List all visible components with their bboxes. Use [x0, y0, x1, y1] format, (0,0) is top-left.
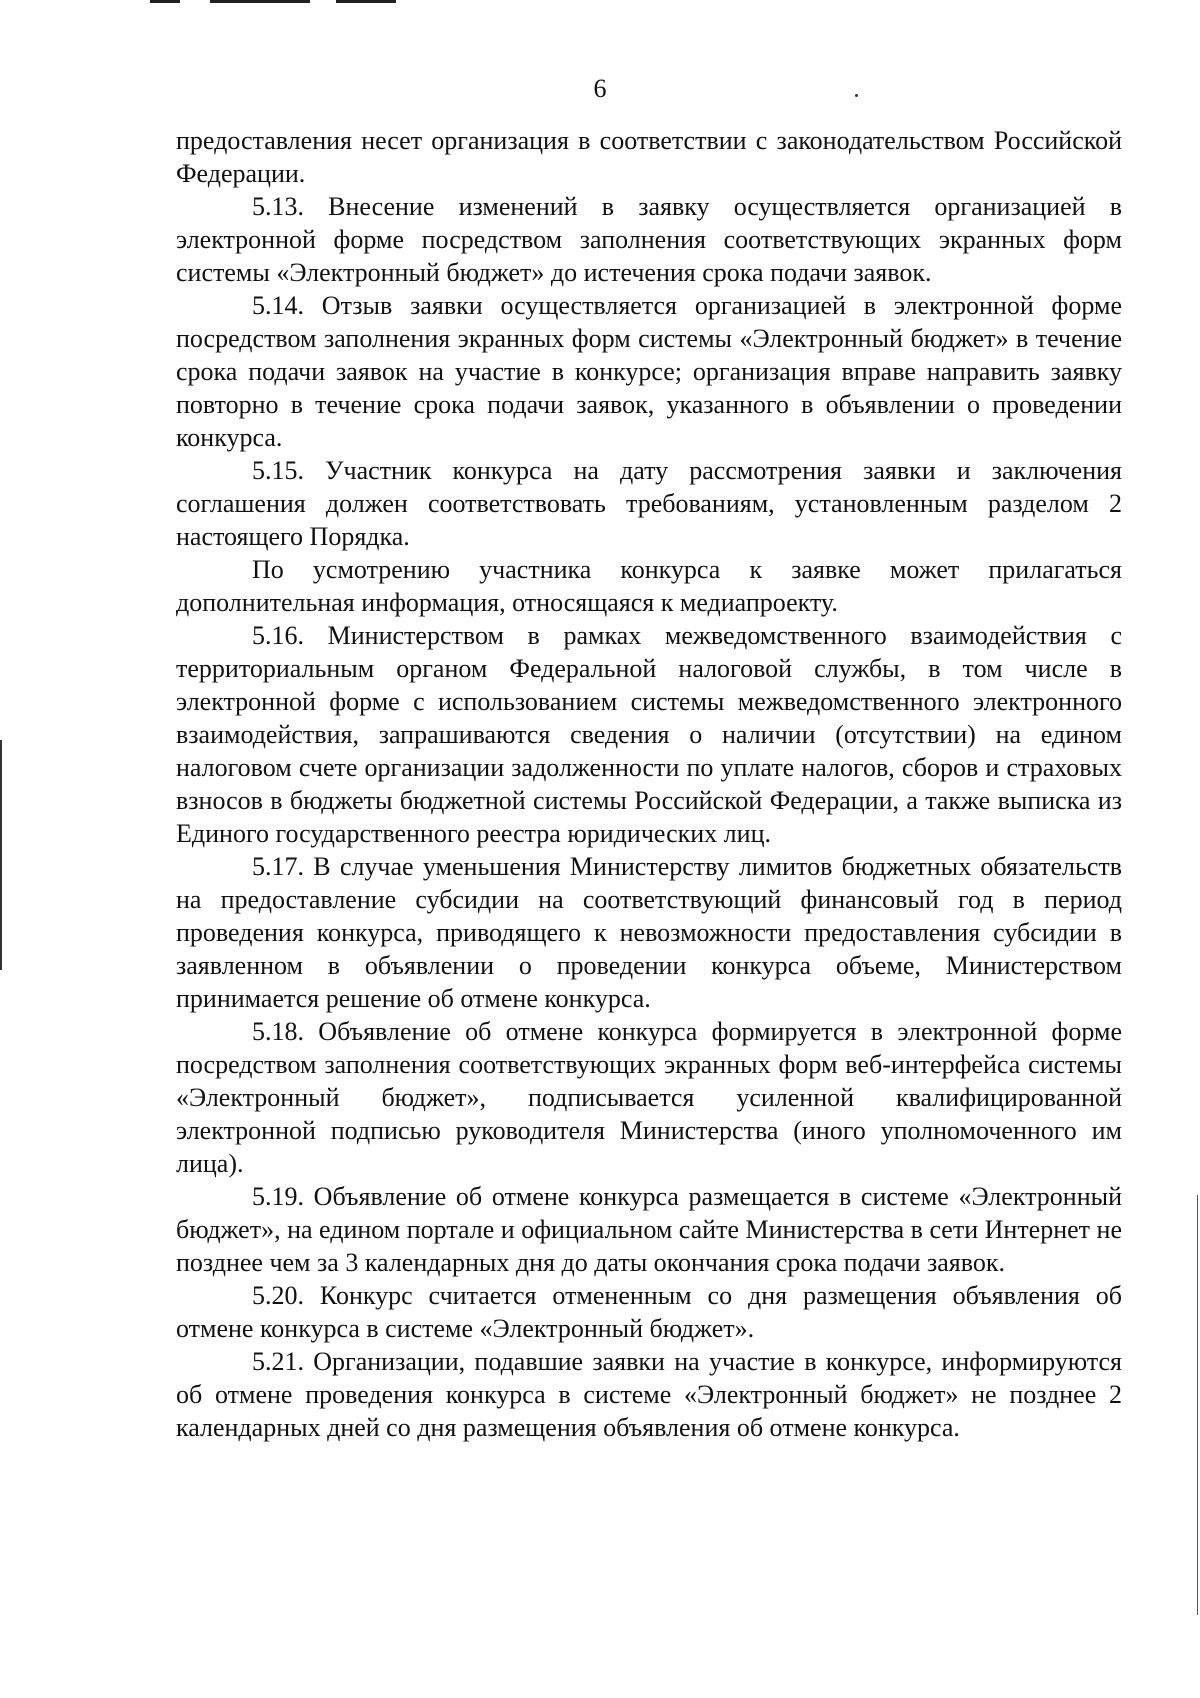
scan-artifact-edge	[0, 740, 2, 970]
paragraph-5-15: 5.15. Участник конкурса на дату рассмотрения заявки и заключения соглашения должен соответствовать требованиям, установленным разделом 2 настоящего Порядка.	[176, 456, 1122, 551]
paragraph-5-21: 5.21. Организации, подавшие заявки на участие в конкурсе, информируются об отмене проведения конкурса в системе «Электронный бюджет» не позднее 2 календарных дней со дня размещения объявления об отмене конкурса.	[176, 1347, 1122, 1442]
scan-artifact-dot	[855, 94, 858, 97]
paragraph-5-20: 5.20. Конкурс считается отмененным со дня размещения объявления об отмене конкурса в системе «Электронный бюджет».	[176, 1281, 1122, 1343]
scan-artifact-mark	[150, 0, 180, 3]
scan-artifact-edge	[1197, 1195, 1198, 1615]
scan-artifact-mark	[336, 0, 396, 3]
paragraph-5-19: 5.19. Объявление об отмене конкурса размещается в системе «Электронный бюджет», на едином портале и официальном сайте Министерства в сети Интернет не позднее чем за 3 календарных дня до даты окончания срока подачи заявок.	[176, 1182, 1122, 1277]
paragraph-continuation: предоставления несет организация в соответствии с законодательством Российской Федерации.	[176, 126, 1122, 188]
paragraph-5-13: 5.13. Внесение изменений в заявку осуществляется организацией в электронной форме посредством заполнения соответствующих экранных форм системы «Электронный бюджет» до истечения срока подачи заявок.	[176, 192, 1122, 287]
paragraph-additional-info: По усмотрению участника конкурса к заявке может прилагаться дополнительная информация, относящаяся к медиапроекту.	[176, 555, 1122, 617]
paragraph-5-14: 5.14. Отзыв заявки осуществляется организацией в электронной форме посредством заполнения экранных форм системы «Электронный бюджет» в течение срока подачи заявок на участие в конкурсе; организация вправе направить заявку повторно в течение срока подачи заявок, указанного в объявлении о проведении конкурса.	[176, 291, 1122, 452]
page-number: 6	[593, 74, 607, 103]
document-body	[176, 124, 1122, 1444]
paragraph-5-18: 5.18. Объявление об отмене конкурса формируется в электронной форме посредством заполнения соответствующих экранных форм веб-интерфейса системы «Электронный бюджет», подписывается усиленной квалифицированной электронной подписью руководителя Министерства (иного уполномоченного им лица).	[176, 1017, 1122, 1178]
paragraph-5-17: 5.17. В случае уменьшения Министерству лимитов бюджетных обязательств на предоставление субсидии на соответствующий финансовый год в период проведения конкурса, приводящего к невозможности предоставления субсидии в заявленном в объявлении о проведении конкурса объеме, Министерством принимается решение об отмене конкурса.	[176, 852, 1122, 1013]
paragraph-5-16: 5.16. Министерством в рамках межведомственного взаимодействия с территориальным органом Федеральной налоговой службы, в том числе в электронной форме с использованием системы межведомственного электронного взаимодействия, запрашиваются сведения о наличии (отсутствии) на едином налоговом счете организации задолженности по уплате налогов, сборов и страховых взносов в бюджеты бюджетной системы Российской Федерации, а также выписка из Единого государственного реестра юридических лиц.	[176, 621, 1122, 848]
scan-artifact-mark	[210, 0, 310, 3]
